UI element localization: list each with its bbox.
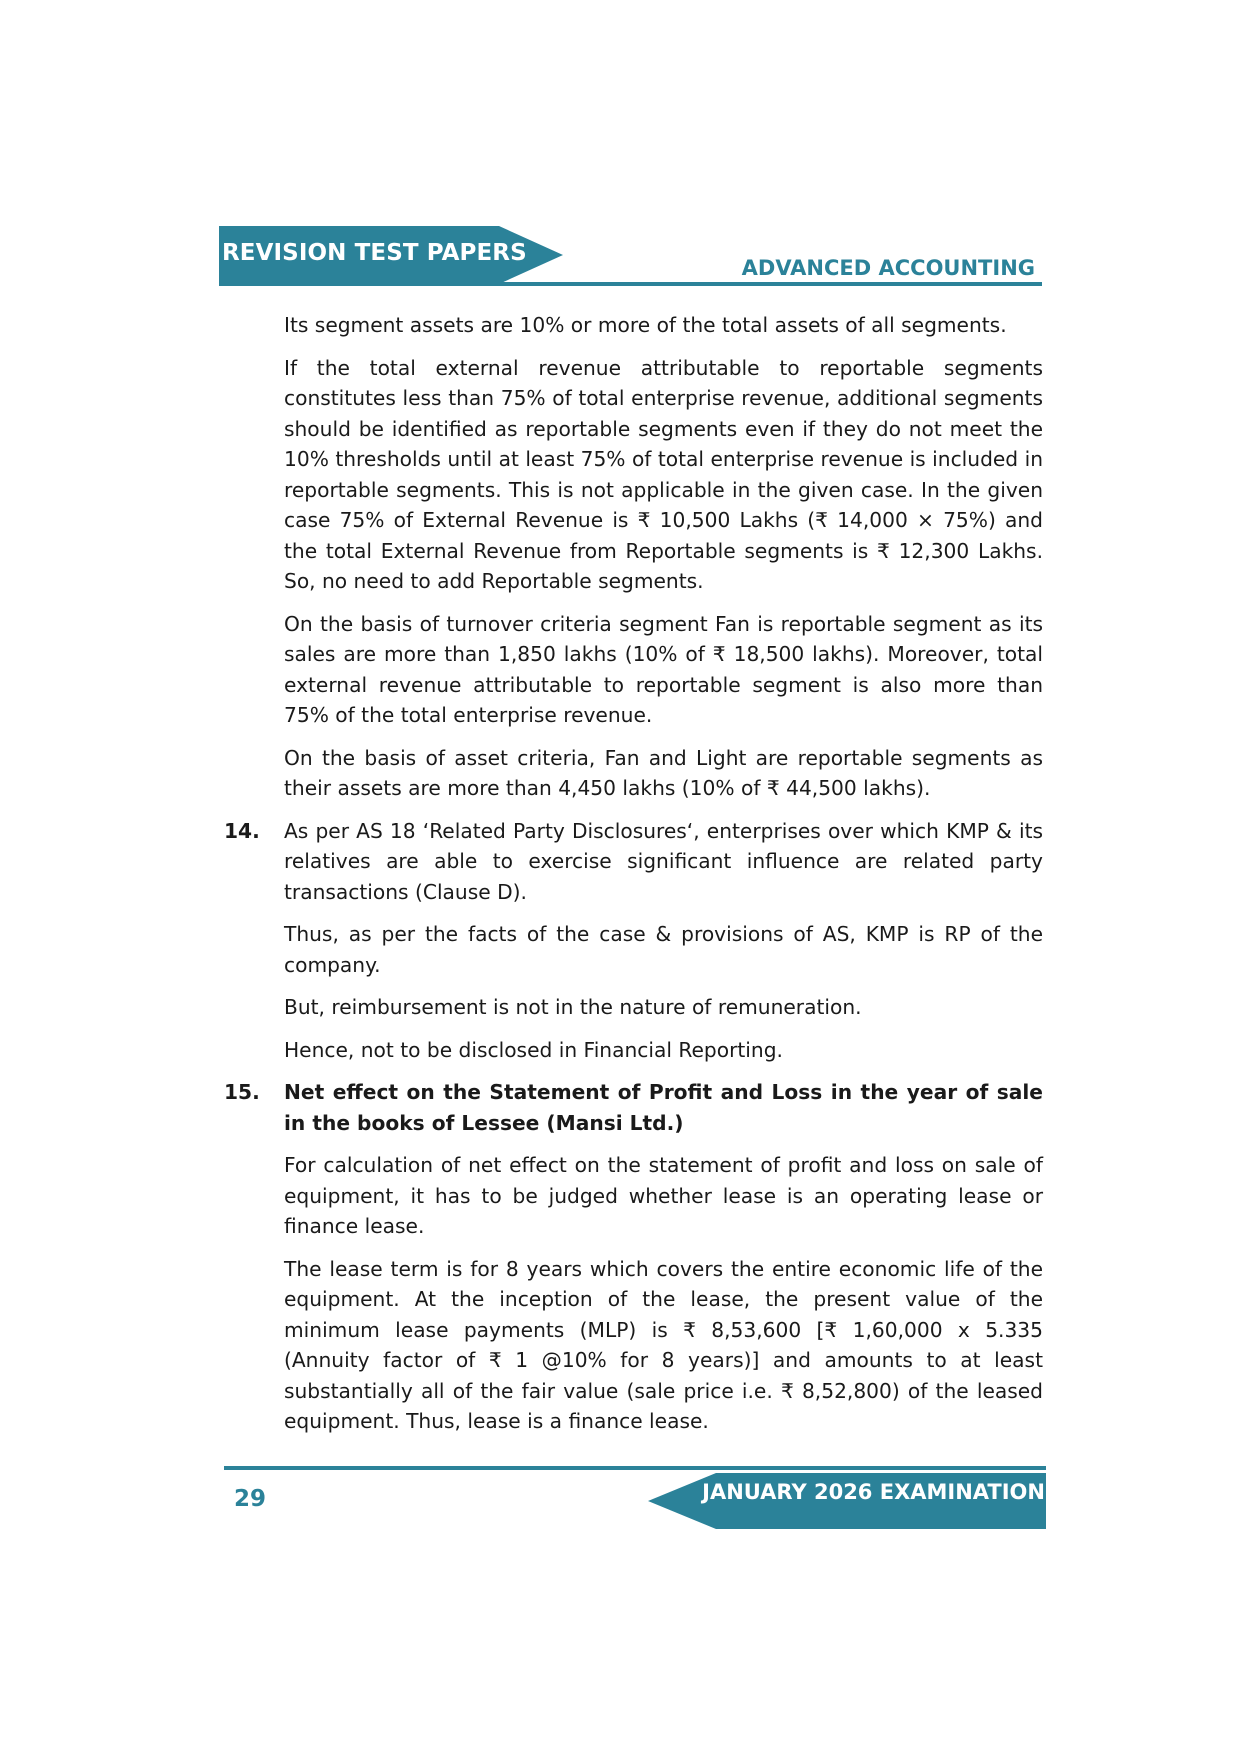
- paragraph-number: [224, 743, 284, 804]
- paragraph-number: [224, 992, 284, 1023]
- header-left-title: REVISION TEST PAPERS: [222, 240, 527, 266]
- footer-divider: [224, 1466, 1046, 1470]
- paragraph-text: Thus, as per the facts of the case & provisions of AS, KMP is RP of the company.: [284, 922, 1043, 977]
- paragraph-number: [224, 1254, 284, 1437]
- paragraph-number: [224, 609, 284, 731]
- paragraph-number: [224, 1150, 284, 1242]
- paragraph-text: If the total external revenue attributable to reportable segments constitutes less than 75% of total enterprise revenue, additional segments should be identified as reportable segments even if they do not meet the 10% thresholds until at least 75% of total enterprise revenue is included in reportable segments. This is not applicable in the given case. In the given case 75% of External Revenue is ₹ 10,500 Lakhs (₹ 14,000 × 75%) and the total External Revenue from Reportable segments is ₹ 12,300 Lakhs. So, no need to add Reportable segments.: [284, 355, 1043, 593]
- paragraph-text: Hence, not to be disclosed in Financial Reporting.: [284, 1037, 783, 1062]
- header-right-title: ADVANCED ACCOUNTING: [741, 256, 1035, 280]
- paragraph-text: But, reimbursement is not in the nature of remuneration.: [284, 995, 862, 1019]
- paragraph: [224, 310, 1043, 341]
- paragraph: [224, 1254, 1043, 1437]
- paragraph-number: [224, 1035, 284, 1066]
- page-body: [224, 310, 1043, 1449]
- paragraph-text: As per AS 18 ‘Related Party Disclosures‘, enterprises over which KMP & its relatives are able to exercise significant influence are related party transactions (Clause D).: [284, 818, 1043, 904]
- paragraph: [224, 353, 1043, 597]
- paragraph: [224, 609, 1043, 731]
- paragraph-number: 14.: [224, 818, 260, 843]
- footer-exam-label: JANUARY 2026 EXAMINATION: [702, 1480, 1045, 1504]
- paragraph-text: For calculation of net effect on the statement of profit and loss on sale of equipment, it has to be judged whether lease is an operating lease or finance lease.: [284, 1153, 1043, 1238]
- paragraph: [224, 1077, 1043, 1138]
- paragraph: [224, 919, 1043, 980]
- paragraph: [224, 1150, 1043, 1242]
- paragraph-number: 15.: [224, 1080, 260, 1104]
- page-number: 29: [234, 1486, 267, 1512]
- paragraph-text: The lease term is for 8 years which covers the entire economic life of the equipment. At the inception of the lease, the present value of the minimum lease payments (MLP) is ₹ 8,53,600 [₹ 1,60,000 x 5.335 (Annuity factor of ₹ 1 @10% for 8 years)] and amounts to at least substantially all of the fair value (sale price i.e. ₹ 8,52,800) of the leased equipment. Thus, lease is a finance lease.: [284, 1256, 1043, 1433]
- section-heading: Net effect on the Statement of Profit and Loss in the year of sale in the books of Lessee (Mansi Ltd.): [284, 1080, 1043, 1135]
- header-divider: [219, 282, 1042, 286]
- paragraph: [224, 992, 1043, 1023]
- paragraph-number: [224, 353, 284, 597]
- paragraph: [224, 743, 1043, 804]
- paragraph-number: [224, 310, 284, 341]
- paragraph-number: [224, 919, 284, 980]
- paragraph-text: On the basis of turnover criteria segment Fan is reportable segment as its sales are more than 1,850 lakhs (10% of ₹ 18,500 lakhs). Moreover, total external revenue attributable to reportable segment is also more than 75% of the total enterprise revenue.: [284, 611, 1043, 727]
- paragraph-text: Its segment assets are 10% or more of the total assets of all segments.: [284, 313, 1007, 337]
- paragraph: [224, 816, 1043, 908]
- paragraph: [224, 1035, 1043, 1066]
- paragraph-text: On the basis of asset criteria, Fan and Light are reportable segments as their assets are more than 4,450 lakhs (10% of ₹ 44,500 lakhs).: [284, 745, 1043, 800]
